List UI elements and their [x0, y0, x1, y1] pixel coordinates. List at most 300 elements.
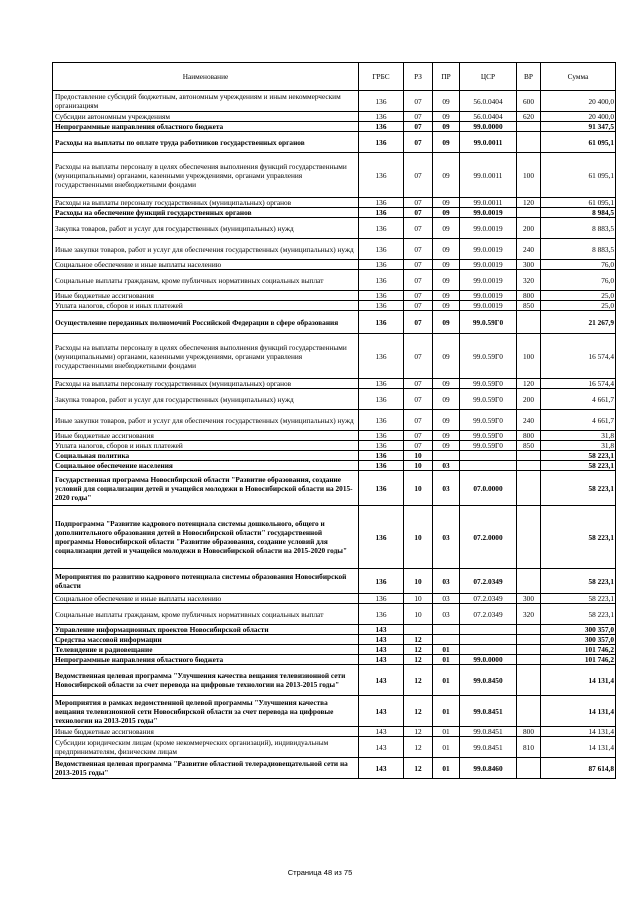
cell-vr: [517, 645, 541, 655]
table-row: [53, 727, 616, 737]
cell-csr: [460, 635, 517, 645]
cell-name: Социальное обеспечение и иные выплаты населению: [53, 594, 359, 604]
table-row: [53, 441, 616, 451]
cell-rz: 07: [404, 311, 433, 334]
cell-name: Осуществление переданных полномочий Российской Федерации в сфере образования: [53, 311, 359, 334]
cell-sum: 76,0: [541, 260, 616, 270]
cell-grbs: 136: [359, 441, 404, 451]
cell-pr: 09: [433, 239, 460, 260]
cell-csr: 99.0.0011: [460, 132, 517, 153]
cell-name: Средства массовой информации: [53, 635, 359, 645]
cell-csr: 99.0.8460: [460, 758, 517, 779]
cell-grbs: 143: [359, 696, 404, 727]
cell-sum: 58 223,1: [541, 594, 616, 604]
cell-grbs: 143: [359, 635, 404, 645]
cell-vr: [517, 471, 541, 506]
cell-pr: 09: [433, 431, 460, 441]
cell-rz: 07: [404, 122, 433, 132]
cell-pr: [433, 451, 460, 461]
cell-sum: 20 400,0: [541, 91, 616, 112]
cell-sum: 16 574,4: [541, 379, 616, 389]
cell-pr: 09: [433, 208, 460, 218]
table-row: [53, 379, 616, 389]
cell-pr: 03: [433, 604, 460, 625]
cell-pr: [433, 625, 460, 635]
cell-vr: 100: [517, 153, 541, 198]
cell-sum: 61 095,1: [541, 153, 616, 198]
cell-vr: 320: [517, 604, 541, 625]
cell-name: Расходы на выплаты по оплате труда работников государственных органов: [53, 132, 359, 153]
cell-vr: 810: [517, 737, 541, 758]
cell-pr: 09: [433, 260, 460, 270]
cell-sum: 76,0: [541, 270, 616, 291]
cell-grbs: 136: [359, 153, 404, 198]
cell-vr: 100: [517, 334, 541, 379]
table-row: [53, 431, 616, 441]
cell-pr: 09: [433, 270, 460, 291]
cell-grbs: 143: [359, 758, 404, 779]
cell-pr: 09: [433, 218, 460, 239]
cell-grbs: 136: [359, 239, 404, 260]
cell-name: Ведомственная целевая программа "Развитие областной телерадиовещательной сети на 2013-2015 годы": [53, 758, 359, 779]
cell-grbs: 136: [359, 122, 404, 132]
cell-pr: 09: [433, 389, 460, 410]
cell-sum: 91 347,5: [541, 122, 616, 132]
cell-pr: 09: [433, 91, 460, 112]
cell-rz: 07: [404, 153, 433, 198]
cell-sum: 61 095,1: [541, 198, 616, 208]
cell-pr: 03: [433, 471, 460, 506]
cell-pr: 09: [433, 410, 460, 431]
table-row: [53, 260, 616, 270]
cell-sum: 58 223,1: [541, 451, 616, 461]
cell-rz: 07: [404, 270, 433, 291]
cell-csr: 07.2.0349: [460, 569, 517, 594]
cell-sum: 4 661,7: [541, 410, 616, 431]
cell-rz: 07: [404, 431, 433, 441]
cell-csr: [460, 461, 517, 471]
cell-sum: 58 223,1: [541, 604, 616, 625]
cell-pr: 09: [433, 334, 460, 379]
cell-pr: 01: [433, 696, 460, 727]
cell-rz: 10: [404, 471, 433, 506]
cell-name: Иные бюджетные ассигнования: [53, 431, 359, 441]
cell-vr: 240: [517, 239, 541, 260]
table-row: [53, 655, 616, 665]
cell-grbs: 136: [359, 260, 404, 270]
cell-name: Мероприятия по развитию кадрового потенциала системы образования Новосибирской области: [53, 569, 359, 594]
header-csr: ЦСР: [460, 63, 517, 91]
cell-grbs: 136: [359, 198, 404, 208]
cell-csr: 07.2.0349: [460, 604, 517, 625]
cell-sum: 58 223,1: [541, 471, 616, 506]
cell-vr: [517, 208, 541, 218]
cell-grbs: 136: [359, 208, 404, 218]
cell-csr: 99.0.59Г0: [460, 431, 517, 441]
cell-grbs: 136: [359, 132, 404, 153]
table-row: [53, 291, 616, 301]
cell-vr: [517, 635, 541, 645]
cell-grbs: 136: [359, 334, 404, 379]
cell-sum: 21 267,9: [541, 311, 616, 334]
cell-csr: 07.2.0000: [460, 506, 517, 569]
cell-rz: 12: [404, 645, 433, 655]
cell-grbs: 136: [359, 218, 404, 239]
cell-rz: 10: [404, 506, 433, 569]
cell-sum: 14 131,4: [541, 727, 616, 737]
cell-rz: 10: [404, 604, 433, 625]
table-row: [53, 132, 616, 153]
table-row: [53, 451, 616, 461]
cell-grbs: 136: [359, 410, 404, 431]
cell-vr: [517, 506, 541, 569]
cell-name: Закупка товаров, работ и услуг для государственных (муниципальных) нужд: [53, 218, 359, 239]
table-row: [53, 471, 616, 506]
table-row: [53, 91, 616, 112]
cell-rz: 07: [404, 291, 433, 301]
cell-pr: 01: [433, 655, 460, 665]
table-row: [53, 198, 616, 208]
cell-grbs: 143: [359, 727, 404, 737]
cell-vr: [517, 665, 541, 696]
budget-table: [52, 62, 616, 779]
cell-pr: 01: [433, 665, 460, 696]
cell-name: Мероприятия в рамках ведомственной целевой программы "Улучшения качества вещания телевизионной сети Новосибирской области за счет перевода на цифровые технологии на 2013-2015 годы": [53, 696, 359, 727]
cell-name: Ведомственная целевая программа "Улучшения качества вещания телевизионной сети Новосибирской области за счет перевода на цифровые технологии на 2013-2015 годы": [53, 665, 359, 696]
table-row: [53, 334, 616, 379]
cell-name: Управление информационных проектов Новосибирской области: [53, 625, 359, 635]
table-row: [53, 208, 616, 218]
cell-csr: 99.0.0000: [460, 122, 517, 132]
cell-rz: 12: [404, 696, 433, 727]
cell-csr: 99.0.0019: [460, 270, 517, 291]
table-row: [53, 239, 616, 260]
cell-rz: 07: [404, 334, 433, 379]
cell-sum: 25,0: [541, 291, 616, 301]
cell-pr: 09: [433, 301, 460, 311]
table-row: [53, 635, 616, 645]
cell-name: Предоставление субсидий бюджетным, автономным учреждениям и иным некоммерческим организациям: [53, 91, 359, 112]
cell-grbs: 136: [359, 569, 404, 594]
cell-csr: 99.0.0000: [460, 655, 517, 665]
table-row: [53, 218, 616, 239]
cell-rz: 10: [404, 451, 433, 461]
cell-name: Иные бюджетные ассигнования: [53, 291, 359, 301]
cell-name: Социальные выплаты гражданам, кроме публичных нормативных социальных выплат: [53, 270, 359, 291]
cell-grbs: 136: [359, 270, 404, 291]
cell-csr: 99.0.8450: [460, 665, 517, 696]
cell-vr: [517, 569, 541, 594]
header-sum: Сумма: [541, 63, 616, 91]
cell-sum: 8 883,5: [541, 239, 616, 260]
cell-name: Государственная программа Новосибирской области "Развитие образования, создание условий для социализации детей и учащейся молодежи в Новосибирской области на 2015-2020 годы": [53, 471, 359, 506]
cell-csr: 99.0.0011: [460, 198, 517, 208]
cell-sum: 101 746,2: [541, 645, 616, 655]
cell-pr: 09: [433, 122, 460, 132]
cell-pr: 09: [433, 311, 460, 334]
cell-csr: 07.0.0000: [460, 471, 517, 506]
cell-vr: 620: [517, 112, 541, 122]
cell-grbs: 136: [359, 431, 404, 441]
cell-sum: 58 223,1: [541, 461, 616, 471]
cell-vr: [517, 132, 541, 153]
cell-grbs: 136: [359, 461, 404, 471]
cell-name: Подпрограмма "Развитие кадрового потенциала системы дошкольного, общего и дополнительного образования детей в Новосибирской области" государственной программы Новосибирской области "Развитие образования, создание условий для социализации детей и учащейся молодежи в Новосибирской области на 2015-2020 годы": [53, 506, 359, 569]
cell-name: Расходы на выплаты персоналу государственных (муниципальных) органов: [53, 379, 359, 389]
cell-name: Иные закупки товаров, работ и услуг для обеспечения государственных (муниципальных) нужд: [53, 410, 359, 431]
cell-rz: 12: [404, 737, 433, 758]
cell-name: Уплата налогов, сборов и иных платежей: [53, 441, 359, 451]
cell-rz: 10: [404, 569, 433, 594]
cell-pr: 03: [433, 461, 460, 471]
cell-vr: [517, 461, 541, 471]
cell-sum: 14 131,4: [541, 665, 616, 696]
cell-grbs: 136: [359, 311, 404, 334]
cell-sum: 300 357,0: [541, 635, 616, 645]
cell-sum: 87 614,8: [541, 758, 616, 779]
page-number-footer: Страница 48 из 75: [287, 868, 353, 877]
cell-sum: 101 746,2: [541, 655, 616, 665]
cell-vr: 320: [517, 270, 541, 291]
table-row: [53, 696, 616, 727]
cell-name: Иные закупки товаров, работ и услуг для обеспечения государственных (муниципальных) нужд: [53, 239, 359, 260]
cell-grbs: 136: [359, 506, 404, 569]
cell-sum: 300 357,0: [541, 625, 616, 635]
cell-vr: [517, 451, 541, 461]
cell-csr: [460, 451, 517, 461]
cell-name: Расходы на выплаты персоналу государственных (муниципальных) органов: [53, 198, 359, 208]
cell-csr: 99.0.59Г0: [460, 311, 517, 334]
cell-rz: 07: [404, 208, 433, 218]
cell-vr: 600: [517, 91, 541, 112]
cell-grbs: 136: [359, 594, 404, 604]
table-row: [53, 461, 616, 471]
cell-name: Расходы на выплаты персоналу в целях обеспечения выполнения функций государственными (муниципальными) органами, казенными учреждениями, органами управления государственными внебюджетными фондами: [53, 153, 359, 198]
cell-grbs: 136: [359, 112, 404, 122]
cell-csr: 99.0.0019: [460, 291, 517, 301]
cell-sum: 8 883,5: [541, 218, 616, 239]
cell-pr: 01: [433, 727, 460, 737]
cell-grbs: 143: [359, 645, 404, 655]
cell-csr: 07.2.0349: [460, 594, 517, 604]
cell-csr: 99.0.0011: [460, 153, 517, 198]
cell-pr: [433, 635, 460, 645]
cell-rz: 12: [404, 635, 433, 645]
cell-pr: 09: [433, 112, 460, 122]
cell-sum: 8 984,5: [541, 208, 616, 218]
table-row: [53, 594, 616, 604]
table-body: [53, 91, 616, 779]
cell-csr: 99.0.59Г0: [460, 334, 517, 379]
table-row: [53, 569, 616, 594]
cell-sum: 20 400,0: [541, 112, 616, 122]
cell-pr: 09: [433, 379, 460, 389]
cell-vr: [517, 122, 541, 132]
cell-csr: 99.0.0019: [460, 260, 517, 270]
cell-vr: 120: [517, 198, 541, 208]
cell-rz: 10: [404, 461, 433, 471]
table-row: [53, 112, 616, 122]
table-row: [53, 645, 616, 655]
cell-vr: 300: [517, 594, 541, 604]
table-row: [53, 506, 616, 569]
cell-name: Субсидии юридическим лицам (кроме некоммерческих организаций), индивидуальным предпринимателям, физическим лицам: [53, 737, 359, 758]
cell-csr: 99.0.8451: [460, 696, 517, 727]
cell-vr: 850: [517, 441, 541, 451]
cell-sum: 31,8: [541, 441, 616, 451]
cell-grbs: 143: [359, 665, 404, 696]
cell-csr: 99.0.8451: [460, 727, 517, 737]
cell-rz: 10: [404, 594, 433, 604]
cell-pr: 03: [433, 506, 460, 569]
cell-rz: 07: [404, 112, 433, 122]
cell-vr: 200: [517, 218, 541, 239]
cell-vr: 800: [517, 431, 541, 441]
table-row: [53, 311, 616, 334]
header-grbs: ГРБС: [359, 63, 404, 91]
header-pr: ПР: [433, 63, 460, 91]
cell-vr: [517, 696, 541, 727]
header-rz: РЗ: [404, 63, 433, 91]
cell-rz: 07: [404, 132, 433, 153]
cell-sum: 16 574,4: [541, 334, 616, 379]
cell-pr: 01: [433, 758, 460, 779]
cell-rz: 12: [404, 665, 433, 696]
cell-grbs: 136: [359, 604, 404, 625]
cell-sum: 25,0: [541, 301, 616, 311]
table-row: [53, 153, 616, 198]
cell-name: Уплата налогов, сборов и иных платежей: [53, 301, 359, 311]
table-row: [53, 758, 616, 779]
table-row: [53, 301, 616, 311]
cell-csr: 99.0.0019: [460, 301, 517, 311]
cell-pr: 03: [433, 569, 460, 594]
cell-rz: [404, 625, 433, 635]
cell-name: Непрограммные направления областного бюджета: [53, 655, 359, 665]
cell-pr: 09: [433, 132, 460, 153]
cell-csr: 99.0.0019: [460, 239, 517, 260]
cell-vr: 800: [517, 291, 541, 301]
table-row: [53, 389, 616, 410]
cell-grbs: 143: [359, 625, 404, 635]
cell-pr: 03: [433, 594, 460, 604]
cell-csr: 99.0.8451: [460, 737, 517, 758]
cell-vr: [517, 625, 541, 635]
cell-vr: 300: [517, 260, 541, 270]
cell-csr: 99.0.0019: [460, 218, 517, 239]
cell-name: Социальные выплаты гражданам, кроме публичных нормативных социальных выплат: [53, 604, 359, 625]
cell-pr: 09: [433, 153, 460, 198]
cell-csr: 99.0.59Г0: [460, 389, 517, 410]
budget-document: [52, 62, 615, 779]
cell-name: Субсидии автономным учреждениям: [53, 112, 359, 122]
cell-grbs: 136: [359, 301, 404, 311]
table-row: [53, 737, 616, 758]
cell-csr: [460, 645, 517, 655]
table-row: [53, 665, 616, 696]
cell-grbs: 136: [359, 451, 404, 461]
cell-vr: 120: [517, 379, 541, 389]
cell-name: Закупка товаров, работ и услуг для государственных (муниципальных) нужд: [53, 389, 359, 410]
table-header-row: [53, 63, 616, 91]
cell-sum: 58 223,1: [541, 569, 616, 594]
cell-rz: 07: [404, 410, 433, 431]
cell-vr: [517, 758, 541, 779]
cell-pr: 09: [433, 441, 460, 451]
cell-rz: 07: [404, 260, 433, 270]
cell-grbs: 136: [359, 389, 404, 410]
table-row: [53, 122, 616, 132]
cell-rz: 07: [404, 218, 433, 239]
cell-csr: 99.0.0019: [460, 208, 517, 218]
cell-vr: 240: [517, 410, 541, 431]
cell-grbs: 136: [359, 91, 404, 112]
cell-sum: 4 661,7: [541, 389, 616, 410]
cell-grbs: 136: [359, 471, 404, 506]
cell-name: Расходы на обеспечение функций государственных органов: [53, 208, 359, 218]
cell-rz: 07: [404, 441, 433, 451]
cell-name: Телевидение и радиовещание: [53, 645, 359, 655]
cell-name: Расходы на выплаты персоналу в целях обеспечения выполнения функций государственными (муниципальными) органами, казенными учреждениями, органами управления государственными внебюджетными фондами: [53, 334, 359, 379]
cell-csr: [460, 625, 517, 635]
header-name: Наименование: [53, 63, 359, 91]
cell-pr: 09: [433, 291, 460, 301]
cell-pr: 09: [433, 198, 460, 208]
cell-pr: 01: [433, 737, 460, 758]
cell-name: Социальное обеспечение и иные выплаты населению: [53, 260, 359, 270]
cell-sum: 31,8: [541, 431, 616, 441]
cell-rz: 07: [404, 91, 433, 112]
cell-name: Непрограммные направления областного бюджета: [53, 122, 359, 132]
cell-grbs: 136: [359, 379, 404, 389]
cell-vr: [517, 655, 541, 665]
cell-vr: 200: [517, 389, 541, 410]
header-vr: ВР: [517, 63, 541, 91]
cell-grbs: 143: [359, 655, 404, 665]
cell-rz: 07: [404, 301, 433, 311]
table-row: [53, 604, 616, 625]
cell-sum: 61 095,1: [541, 132, 616, 153]
table-row: [53, 625, 616, 635]
cell-rz: 07: [404, 198, 433, 208]
cell-sum: 14 131,4: [541, 696, 616, 727]
cell-rz: 07: [404, 389, 433, 410]
cell-rz: 07: [404, 379, 433, 389]
cell-name: Социальная политика: [53, 451, 359, 461]
cell-rz: 12: [404, 655, 433, 665]
cell-grbs: 143: [359, 737, 404, 758]
cell-sum: 14 131,4: [541, 737, 616, 758]
cell-csr: 56.0.0404: [460, 91, 517, 112]
cell-csr: 99.0.59Г0: [460, 410, 517, 431]
cell-rz: 12: [404, 758, 433, 779]
cell-grbs: 136: [359, 291, 404, 301]
cell-pr: 01: [433, 645, 460, 655]
cell-csr: 99.0.59Г0: [460, 441, 517, 451]
cell-name: Социальное обеспечение населения: [53, 461, 359, 471]
cell-name: Иные бюджетные ассигнования: [53, 727, 359, 737]
cell-vr: 800: [517, 727, 541, 737]
table-row: [53, 410, 616, 431]
cell-vr: 850: [517, 301, 541, 311]
cell-rz: 07: [404, 239, 433, 260]
cell-csr: 56.0.0404: [460, 112, 517, 122]
cell-rz: 12: [404, 727, 433, 737]
cell-sum: 58 223,1: [541, 506, 616, 569]
table-row: [53, 270, 616, 291]
cell-csr: 99.0.59Г0: [460, 379, 517, 389]
cell-vr: [517, 311, 541, 334]
